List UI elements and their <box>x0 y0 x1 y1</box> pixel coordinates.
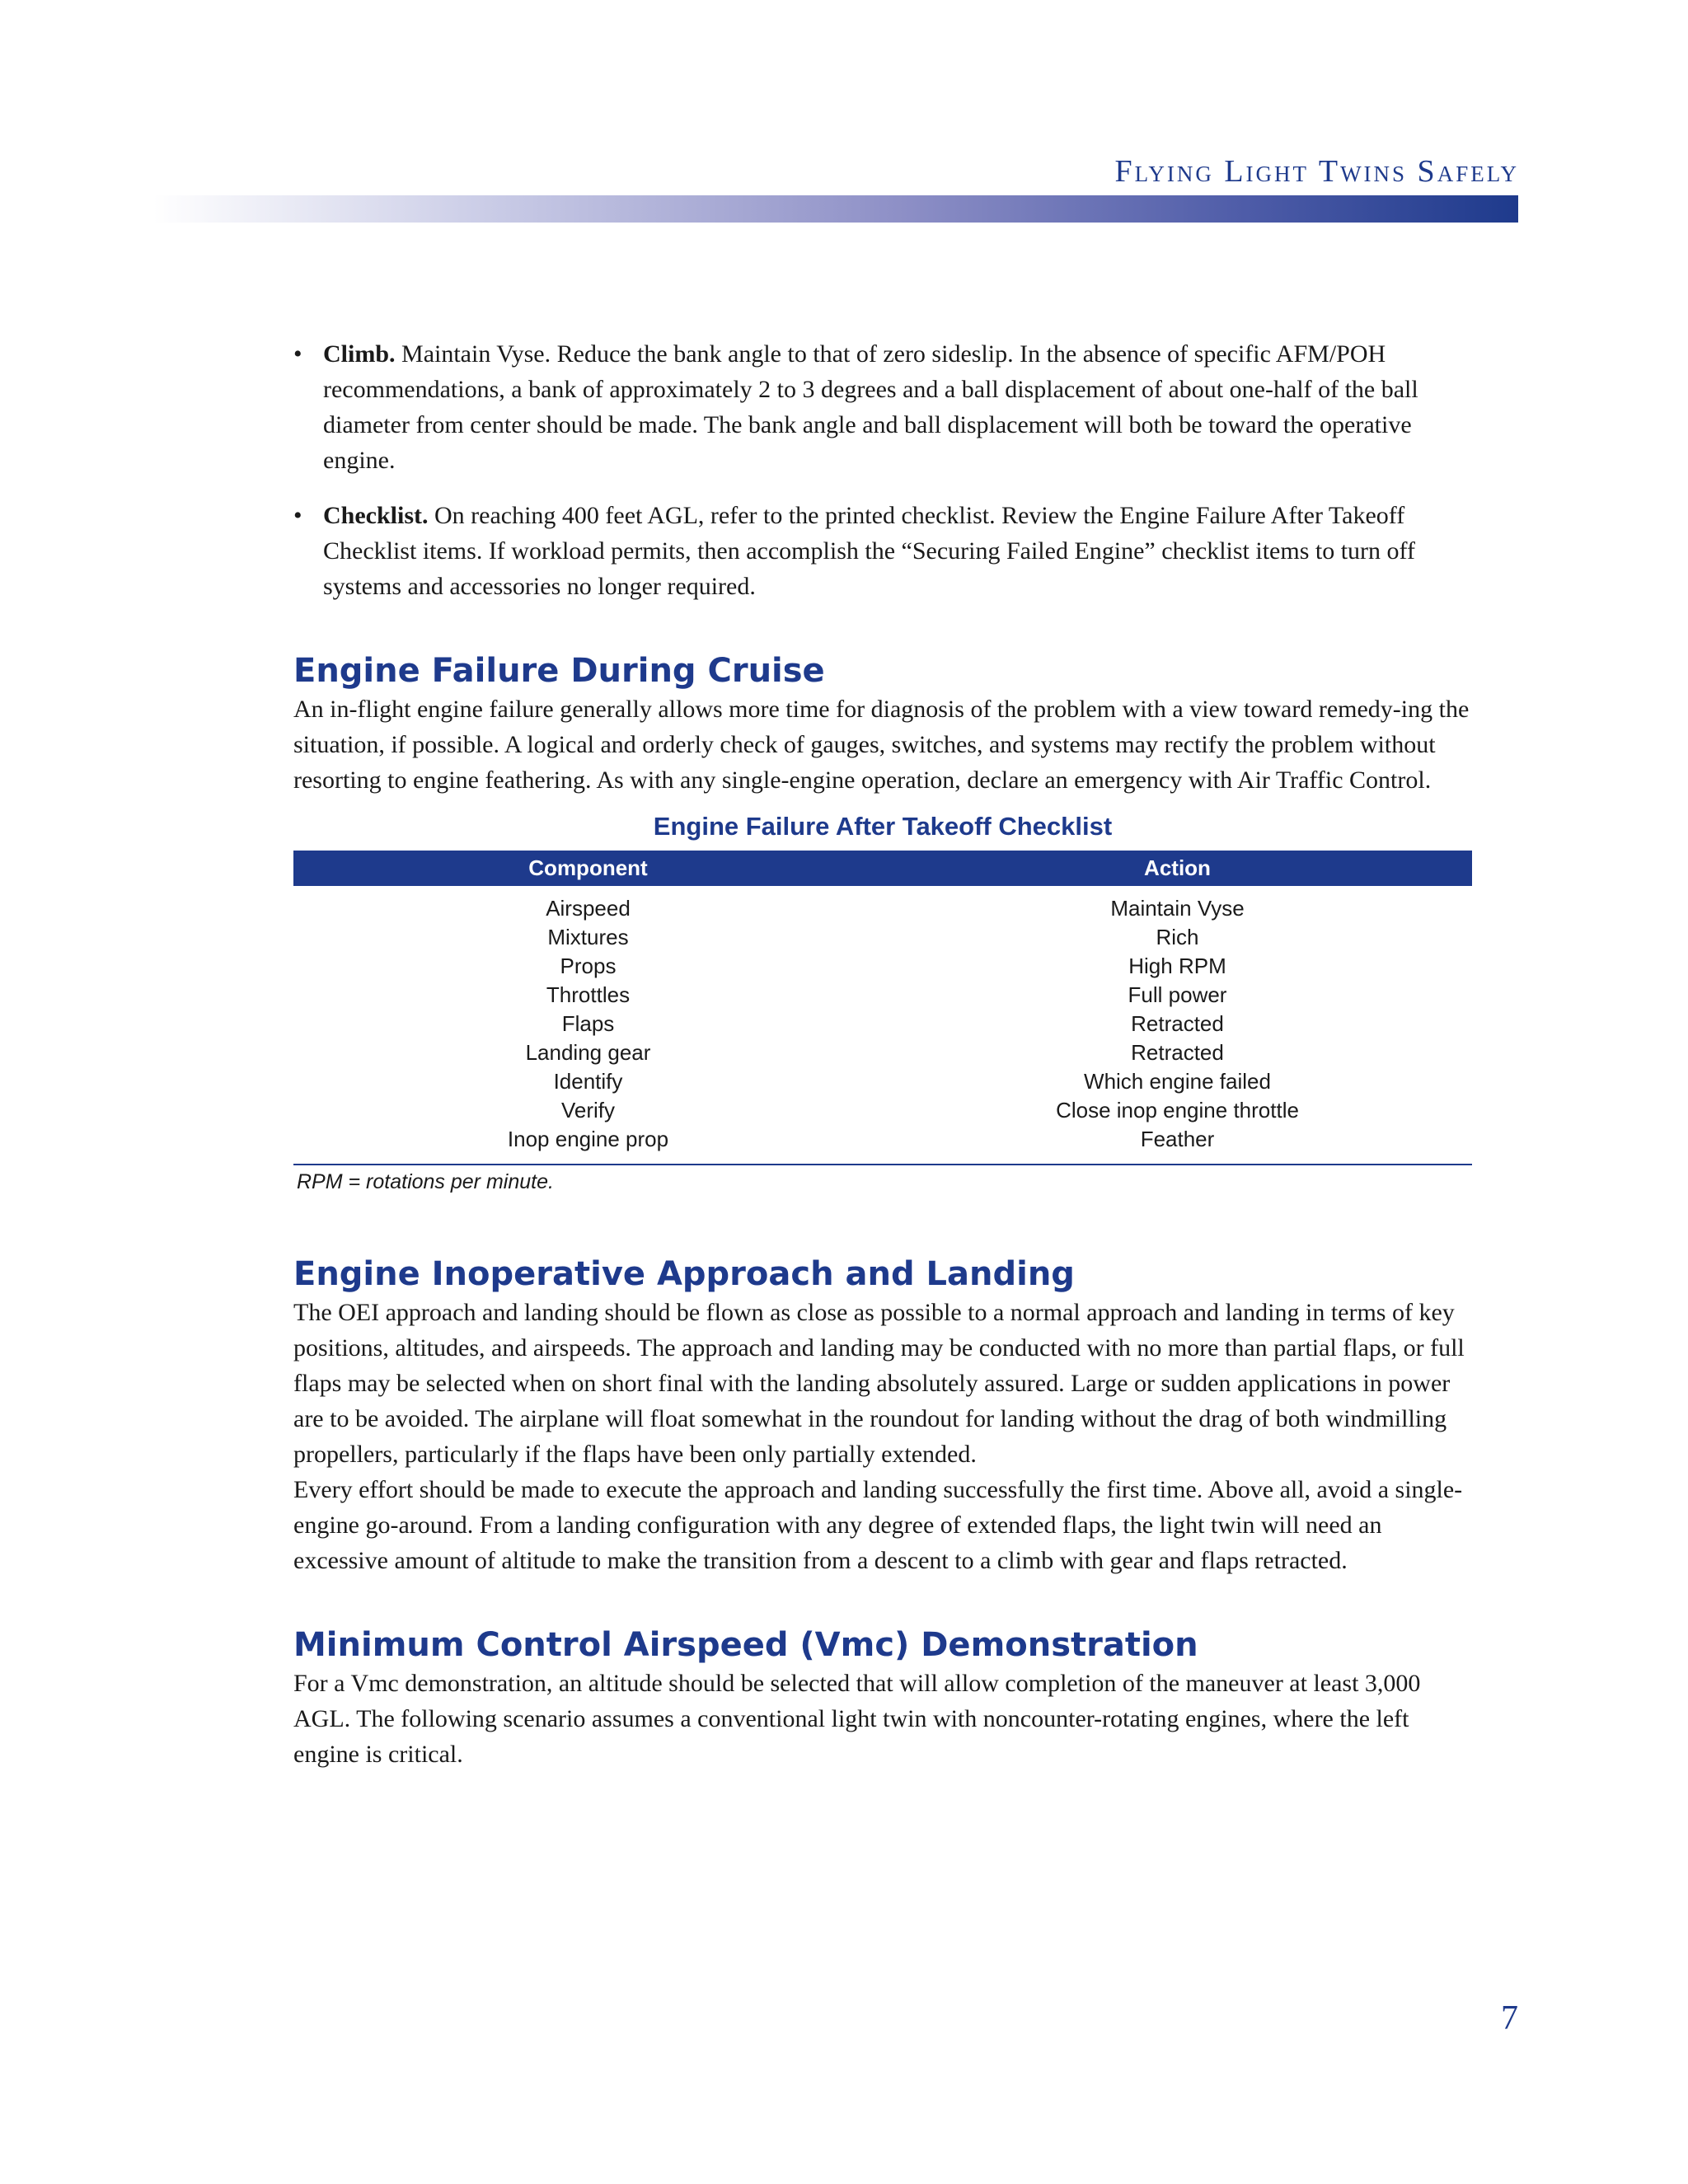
table-cell-component: Throttles <box>546 982 631 1007</box>
table-cell-component: Airspeed <box>546 896 631 921</box>
header-gradient-bar <box>153 195 1518 223</box>
running-header-title: Flying Light Twins Safely <box>1114 154 1519 189</box>
bullet-list <box>293 336 1472 604</box>
page-number: 7 <box>1501 1999 1518 2037</box>
table-cell-component: Props <box>560 954 617 978</box>
column-header-action: Action <box>883 851 1472 886</box>
table-header-row <box>293 851 1472 886</box>
table-row <box>293 981 1472 1010</box>
paragraph-landing-2: Every effort should be made to execute the approach and landing successfully the first time. Above all, avoid a single-engine go-around. From a landing configuration with any degree of extended flaps, the light twin will need an excessive amount of altitude to make the transition from a descent to a climb with gear and flaps retracted. <box>293 1476 1463 1574</box>
table-row <box>293 1125 1472 1165</box>
page-content <box>293 336 1472 1772</box>
table-cell-action: Retracted <box>1131 1011 1224 1036</box>
bullet-climb-lead: Climb. <box>323 340 396 368</box>
table-cell-action: Close inop engine throttle <box>1056 1098 1299 1122</box>
checklist-table <box>293 851 1472 1165</box>
table-cell-action: Retracted <box>1131 1040 1224 1065</box>
table-cell-component: Verify <box>560 1098 616 1122</box>
bullet-checklist <box>293 498 1472 604</box>
table-cell-action: Maintain Vyse <box>1110 896 1245 921</box>
table-cell-component: Inop engine prop <box>293 1125 883 1165</box>
table-cell-component: Flaps <box>561 1011 615 1036</box>
paragraph-vmc: For a Vmc demonstration, an altitude should be selected that will allow completion of the maneuver at least 3,000 AGL. The following scenario assumes a conventional light twin with noncounter-rotating engines, where the left engine is critical. <box>293 1670 1421 1768</box>
table-cell-action: Full power <box>1128 982 1227 1007</box>
paragraph-landing-1: The OEI approach and landing should be flown as close as possible to a normal approach and landing in terms of key positions, altitudes, and airspeeds. The approach and landing may be conducted with no more than partial flaps, or full flaps may be selected when on short final with the landing absolutely assured. Large or sudden applications in power are to be avoided. The airplane will float somewhat in the roundout for landing without the drag of both windmilling propellers, particularly if the flaps have been only partially extended. <box>293 1299 1465 1468</box>
table-cell-component: Landing gear <box>525 1040 651 1065</box>
table-cell-action: Rich <box>1156 925 1199 949</box>
table-cell-action: Which engine failed <box>1084 1069 1271 1094</box>
bullet-dot: • <box>293 340 302 368</box>
table-cell-action: Feather <box>883 1125 1472 1165</box>
table-cell-component: Mixtures <box>547 925 629 949</box>
bullet-checklist-text: On reaching 400 feet AGL, refer to the printed checklist. Review the Engine Failure After Takeoff Checklist items. If workload permits, then accomplish the “Securing Failed Engine” checklist items to turn off systems and accessories no longer required. <box>323 502 1415 600</box>
paragraph-cruise: An in-flight engine failure generally allows more time for diagnosis of the problem with a view toward remedy-ing the situation, if possible. A logical and orderly check of gauges, switches, and systems may rectify the problem without resorting to engine feathering. As with any single-engine operation, declare an emergency with Air Traffic Control. <box>293 696 1470 794</box>
table-row <box>293 886 1472 923</box>
checklist-table-block <box>293 809 1472 1194</box>
table-cell-action: High RPM <box>1128 954 1226 978</box>
section-heading-cruise: Engine Failure During Cruise <box>293 652 825 690</box>
table-row <box>293 952 1472 981</box>
table-row <box>293 1096 1472 1125</box>
bullet-checklist-lead: Checklist. <box>323 502 429 529</box>
checklist-title: Engine Failure After Takeoff Checklist <box>653 812 1113 841</box>
bullet-climb <box>293 336 1472 478</box>
table-row <box>293 923 1472 952</box>
bullet-dot: • <box>293 502 302 529</box>
section-heading-landing: Engine Inoperative Approach and Landing <box>293 1255 1075 1293</box>
table-row <box>293 1067 1472 1096</box>
bullet-climb-text: Maintain Vyse. Reduce the bank angle to that of zero sideslip. In the absence of specific AFM/POH recommendations, a bank of approximately 2 to 3 degrees and a ball displacement of about one-half of the ball diameter from center should be made. The bank angle and ball displacement will both be toward the operative engine. <box>323 340 1418 474</box>
column-header-component: Component <box>293 851 883 886</box>
section-heading-vmc: Minimum Control Airspeed (Vmc) Demonstration <box>293 1626 1198 1664</box>
table-footnote: RPM = rotations per minute. <box>297 1170 554 1193</box>
table-row <box>293 1038 1472 1067</box>
table-cell-component: Identify <box>553 1069 623 1094</box>
table-row <box>293 1010 1472 1038</box>
